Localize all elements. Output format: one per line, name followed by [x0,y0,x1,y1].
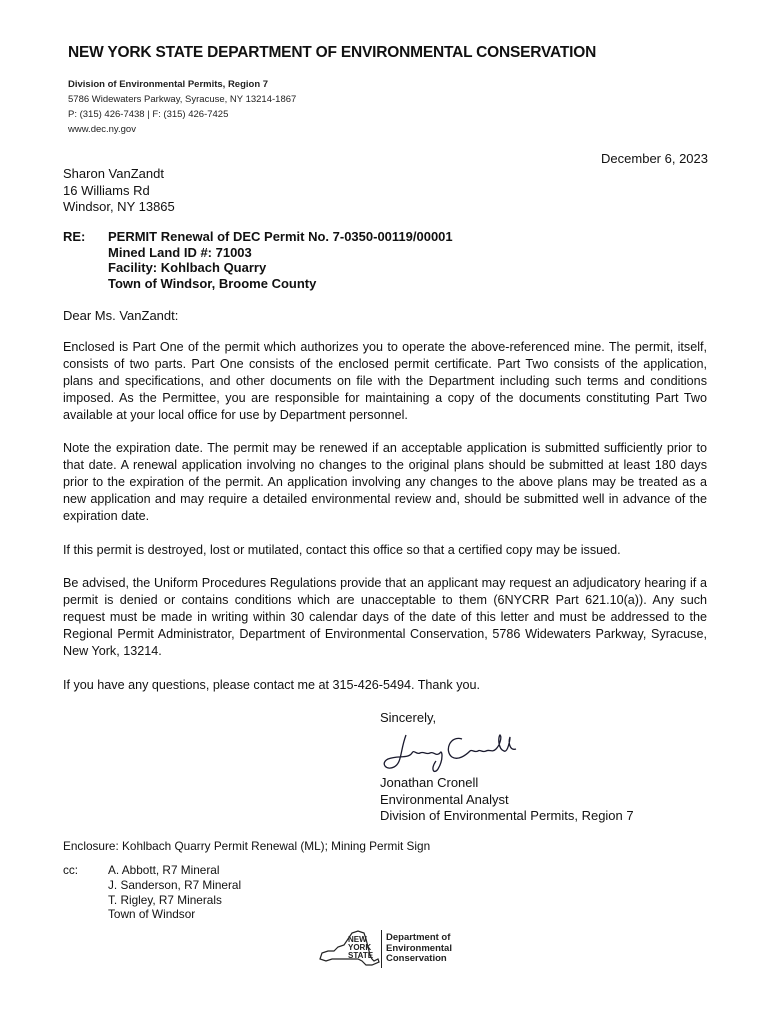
signature-text: Jonathan Cronell [372,725,380,726]
office-address: 5786 Widewaters Parkway, Syracuse, NY 13214-1867 [68,94,297,105]
footer-dept-line: Conservation [386,953,447,964]
footer-divider [381,930,382,968]
footer-dept-line: Environmental [386,942,452,954]
re-line-town: Town of Windsor, Broome County [108,275,317,291]
signer-division: Division of Environmental Permits, Region 7 [380,808,634,823]
body-paragraph: Note the expiration date. The permit may be renewed if an acceptable application is submitted sufficiently prior to that date. A renewal application involving no changes to the original plans should be submitted at least 180 days prior to the expiration of the permit. An application involving any changes to the above plans may be treated as a new application and may require a detailed environmental review and, should be submitted well in advance of the expiration date. [63,441,707,523]
re-line-mined-land-id: Mined Land ID #: 71003 [108,244,252,260]
re-subject [108,229,453,291]
signer-block [380,775,634,825]
cc-item: T. Rigley, R7 Minerals [108,892,222,907]
cc-item: Town of Windsor [108,907,196,922]
agency-title: NEW YORK STATE DEPARTMENT OF ENVIRONMENTAL CONSERVATION [68,44,597,61]
re-label: RE: [63,229,86,244]
signer-name: Jonathan Cronell [380,775,479,790]
cc-list [108,863,241,922]
nys-map-logo-icon [318,929,380,969]
footer-department-name [386,933,452,965]
logo-word-york: YORK [348,943,372,952]
phone-fax: P: (315) 426-7438 | F: (315) 426-7425 [68,109,229,120]
signer-title: Environmental Analyst [380,791,509,807]
cc-item: A. Abbott, R7 Mineral [108,863,220,877]
re-line-permit: PERMIT Renewal of DEC Permit No. 7-0350-00119/00001 [108,229,453,244]
division-name: Division of Environmental Permits, Region 7 [68,79,269,90]
logo-word-new: NEW [348,935,367,944]
recipient-name: Sharon VanZandt [63,166,164,181]
closing: Sincerely, [380,710,437,725]
cc-item: J. Sanderson, R7 Mineral [108,877,242,892]
re-line-facility: Facility: Kohlbach Quarry [108,260,267,275]
recipient-city: Windsor, NY 13865 [63,199,175,214]
body-paragraph: If this permit is destroyed, lost or mutilated, contact this office so that a certified copy may be issued. [63,543,621,557]
body-paragraph: Be advised, the Uniform Procedures Regulations provide that an applicant may request an adjudicatory hearing if a permit is denied or contains conditions which are unacceptable to them (6NYCRR Part 621.10(a)). Any such request must be made in writing within 30 calendar days of the date of this letter and must be addressed to the Regional Permit Administrator, Department of Environmental Conservation, 5786 Widewaters Parkway, Syracuse, New York, 13214. [63,576,707,658]
recipient-street: 16 Williams Rd [63,182,150,198]
enclosure-note: Enclosure: Kohlbach Quarry Permit Renewal (ML); Mining Permit Sign [63,839,431,853]
signature-image [372,725,522,775]
body-paragraph: If you have any questions, please contact me at 315-426-5494. Thank you. [63,678,481,692]
recipient-address [63,166,175,216]
logo-word-state: STATE [348,951,374,960]
cc-label: cc: [63,863,79,877]
body-paragraph: Enclosed is Part One of the permit which authorizes you to operate the above-referenced mine. The permit, itself, consists of two parts. Part One consists of the enclosed permit certificate. Part Two consists of the application, plans and specifications, and other documents on file with the Department including such terms and conditions imposed. As the Permittee, you are responsible for maintaining a copy of the documents constituting Part Two available at your local office for use by Department personnel. [63,340,707,422]
website-link[interactable]: www.dec.ny.gov [68,124,136,135]
footer-dept-line: Department of [386,932,451,943]
salutation: Dear Ms. VanZandt: [63,308,179,323]
letter-date: December 6, 2023 [601,151,708,166]
